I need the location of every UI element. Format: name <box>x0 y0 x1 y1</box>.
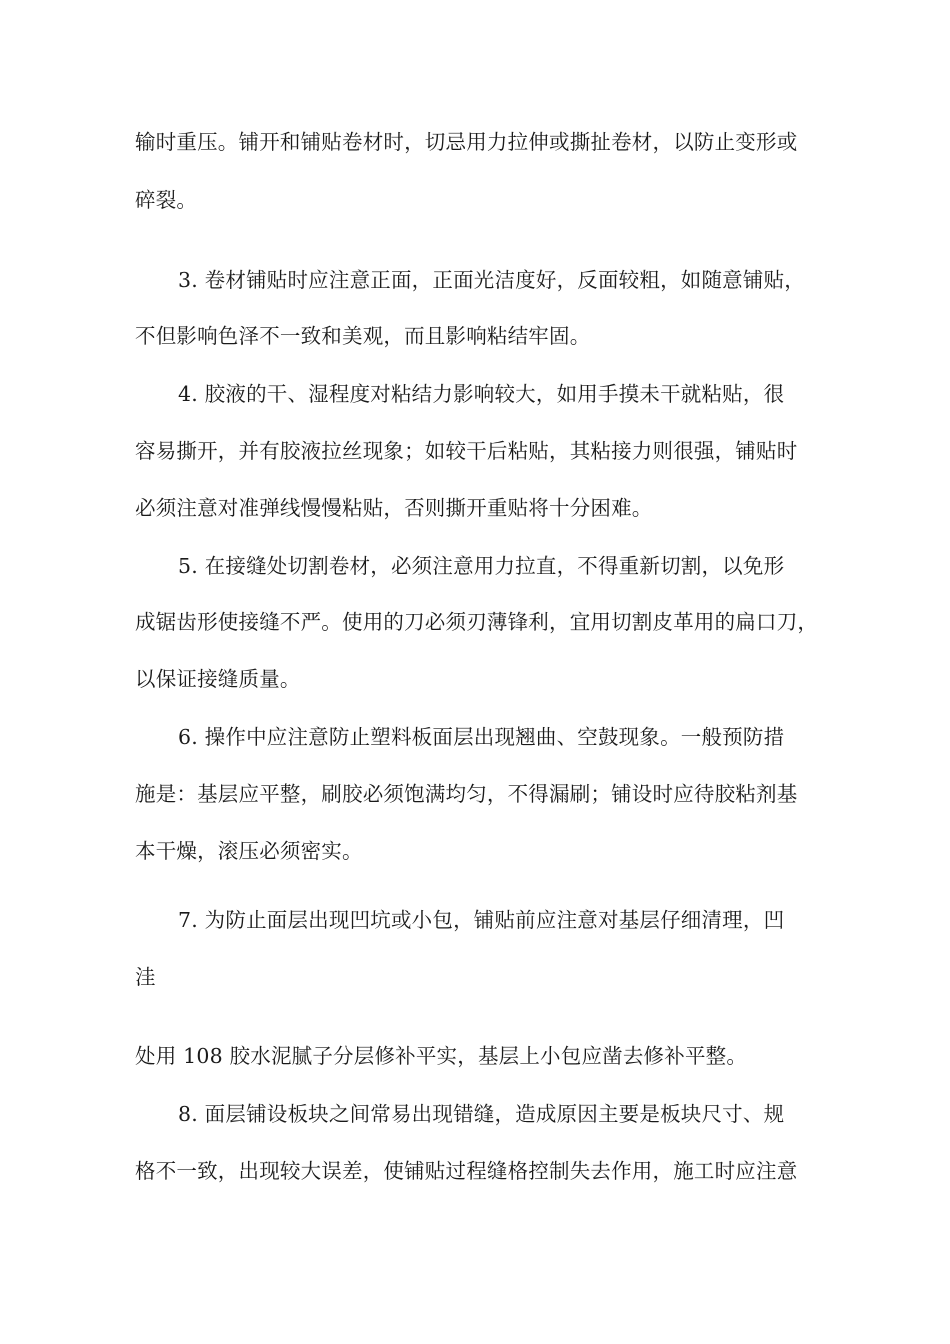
text-line: 碎裂。 <box>135 188 198 212</box>
text-line: 处用 108 胶水泥腻子分层修补平实，基层上小包应凿去修补平整。 <box>135 1044 748 1068</box>
text-line: 洼 <box>135 965 156 989</box>
text-line: 6. 操作中应注意防止塑料板面层出现翘曲、空鼓现象。一般预防措 <box>178 725 785 749</box>
text-line: 3. 卷材铺贴时应注意正面，正面光洁度好，反面较粗，如随意铺贴， <box>178 268 805 292</box>
text-line: 本干燥，滚压必须密实。 <box>135 839 363 863</box>
text-line: 输时重压。铺开和铺贴卷材时，切忌用力拉伸或撕扯卷材，以防止变形或 <box>135 130 798 154</box>
text-line: 格不一致，出现较大误差，使铺贴过程缝格控制失去作用，施工时应注意 <box>135 1159 798 1183</box>
text-line: 不但影响色泽不一致和美观，而且影响粘结牢固。 <box>135 324 591 348</box>
text-line: 成锯齿形使接缝不严。使用的刀必须刃薄锋利，宜用切割皮革用的扁口刀， <box>135 610 819 634</box>
text-line: 5. 在接缝处切割卷材，必须注意用力拉直，不得重新切割，以免形 <box>178 554 785 578</box>
text-line: 容易撕开，并有胶液拉丝现象；如较干后粘贴，其粘接力则很强，铺贴时 <box>135 439 798 463</box>
text-line: 8. 面层铺设板块之间常易出现错缝，造成原因主要是板块尺寸、规 <box>178 1102 785 1126</box>
text-line: 4. 胶液的干、湿程度对粘结力影响较大，如用手摸未干就粘贴，很 <box>178 382 785 406</box>
text-line: 施是：基层应平整，刷胶必须饱满均匀，不得漏刷；铺设时应待胶粘剂基 <box>135 782 798 806</box>
text-line: 7. 为防止面层出现凹坑或小包，铺贴前应注意对基层仔细清理，凹 <box>178 908 785 932</box>
text-line: 必须注意对准弹线慢慢粘贴，否则撕开重贴将十分困难。 <box>135 496 653 520</box>
text-line: 以保证接缝质量。 <box>135 667 301 691</box>
